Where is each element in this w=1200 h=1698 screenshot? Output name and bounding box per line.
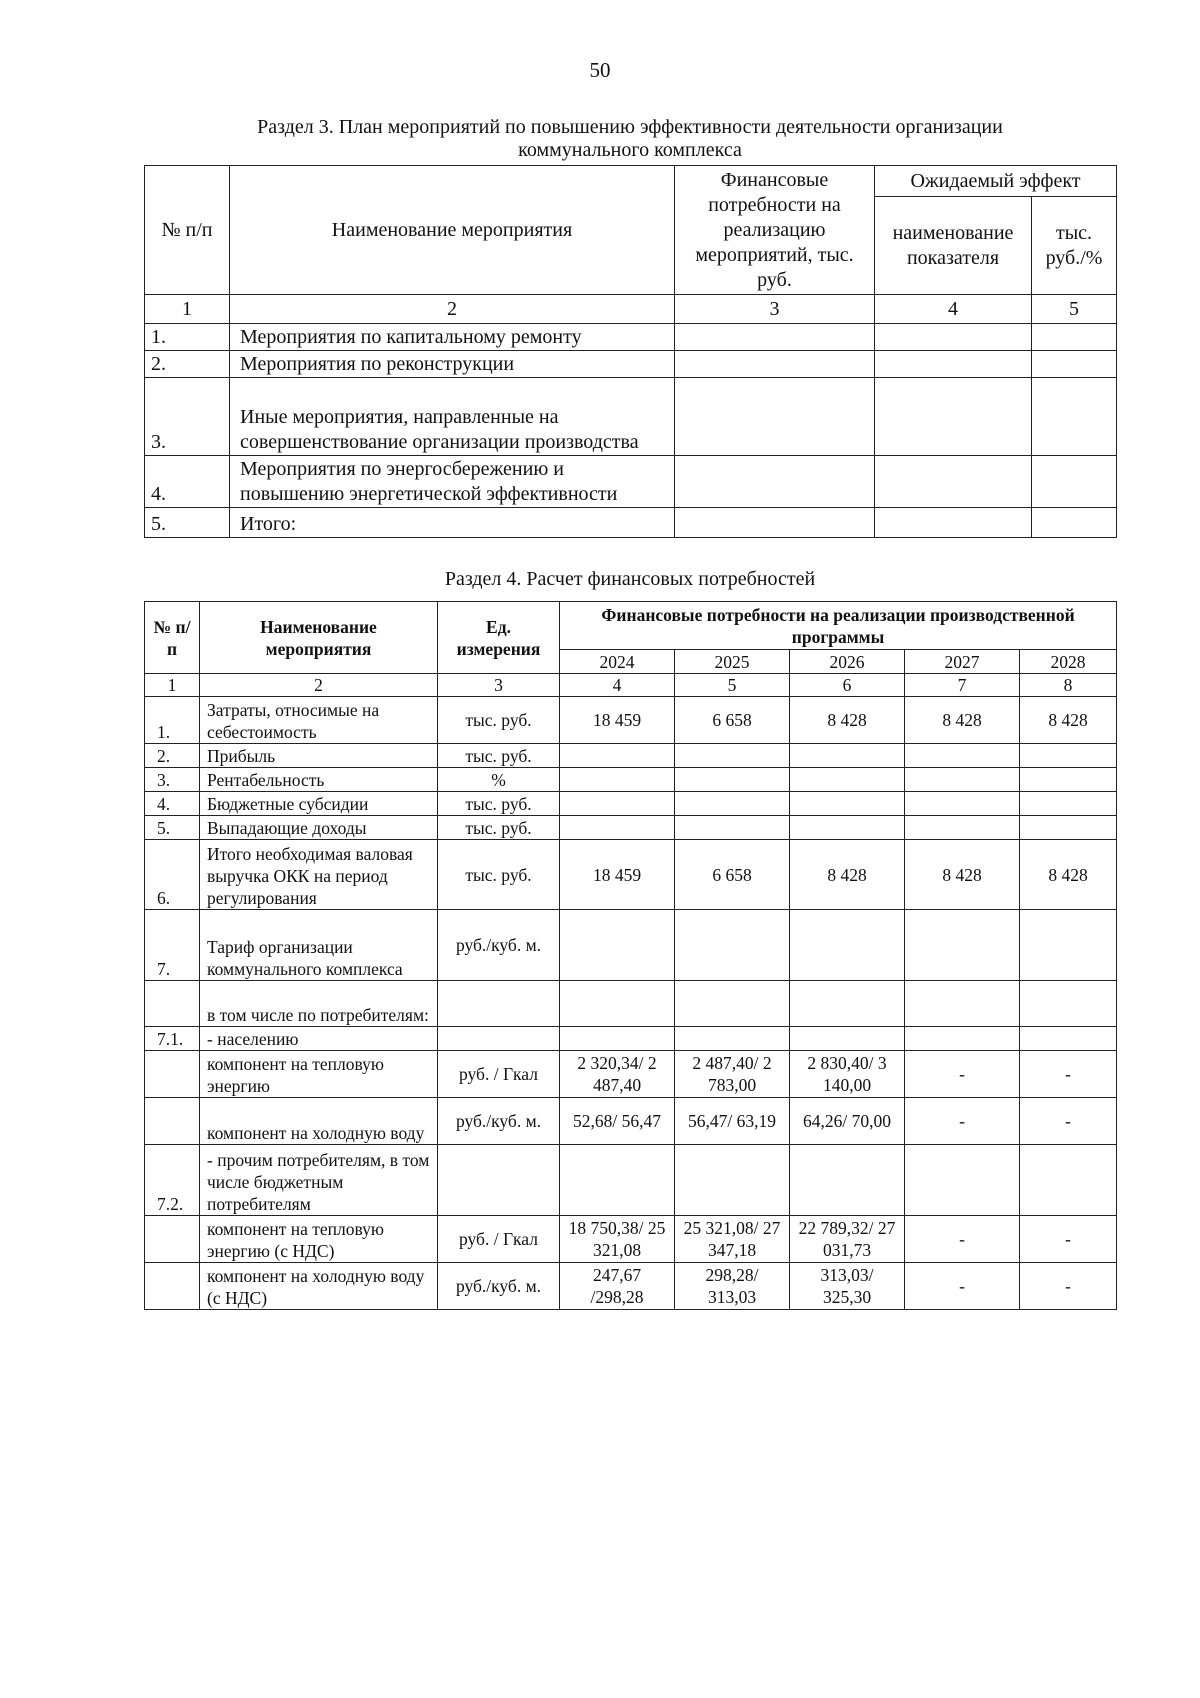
s4-row-name: в том числе по потребителям: — [200, 981, 438, 1027]
s4-row-value — [675, 981, 790, 1027]
s4-row-value — [675, 1145, 790, 1216]
s4-row-unit: руб./куб. м. — [438, 1098, 560, 1145]
s4-header-finance: Финансовые потребности на реализации производственной программы — [560, 602, 1117, 650]
s4-row-value — [560, 910, 675, 981]
section3-table — [144, 165, 1117, 538]
s4-row-no — [145, 1098, 200, 1145]
s3-header-value: тыс. руб./% — [1032, 197, 1117, 295]
s3-row-name: Иные мероприятия, направленные на совершенствование организации производства — [230, 378, 675, 456]
s4-row-value — [1020, 816, 1117, 840]
s3-cell — [875, 351, 1032, 378]
s4-row-value: 18 750,38/ 25 321,08 — [560, 1216, 675, 1263]
s3-row-no: 3. — [145, 378, 230, 456]
s3-cell — [1032, 351, 1117, 378]
s4-row-value: 8 428 — [790, 840, 905, 910]
s3-header-finance: Финансовые потребности на реализацию мероприятий, тыс. руб. — [675, 166, 875, 295]
s3-row — [145, 508, 1117, 538]
s3-row-name: Мероприятия по реконструкции — [230, 351, 675, 378]
s4-row-no — [145, 981, 200, 1027]
s4-row-value — [905, 816, 1020, 840]
s4-row-value: 8 428 — [1020, 840, 1117, 910]
table-row — [145, 816, 1117, 840]
s4-row-unit: руб./куб. м. — [438, 910, 560, 981]
s4-row-value — [790, 1145, 905, 1216]
s4-row-unit — [438, 1027, 560, 1051]
s4-col-number: 3 — [438, 674, 560, 697]
s3-row — [145, 378, 1117, 456]
s4-row-value: 247,67 /298,28 — [560, 1263, 675, 1310]
s4-row-value: 22 789,32/ 27 031,73 — [790, 1216, 905, 1263]
s4-row-value — [905, 792, 1020, 816]
s3-cell — [675, 378, 875, 456]
s3-cell — [875, 456, 1032, 508]
s4-row-value — [675, 1027, 790, 1051]
s4-row-value: 56,47/ 63,19 — [675, 1098, 790, 1145]
s4-row-no: 7. — [145, 910, 200, 981]
s4-header-unit: Ед. измерения — [438, 602, 560, 674]
s4-row-no: 3. — [145, 768, 200, 792]
s4-row-no: 4. — [145, 792, 200, 816]
s3-col-number: 2 — [230, 295, 675, 324]
s3-col-number: 4 — [875, 295, 1032, 324]
s3-row — [145, 351, 1117, 378]
s4-row-value — [675, 910, 790, 981]
s4-row-value — [1020, 1027, 1117, 1051]
s3-row — [145, 324, 1117, 351]
s4-row-value: - — [1020, 1263, 1117, 1310]
s4-row-value: - — [905, 1263, 1020, 1310]
s4-row-value: 25 321,08/ 27 347,18 — [675, 1216, 790, 1263]
s4-row-value — [675, 768, 790, 792]
s4-row-value: - — [1020, 1051, 1117, 1098]
s4-row-value — [1020, 768, 1117, 792]
s4-row-value — [560, 768, 675, 792]
s4-row-name: компонент на холодную воду — [200, 1098, 438, 1145]
s4-row-value — [790, 768, 905, 792]
s4-row-no: 6. — [145, 840, 200, 910]
s4-row-unit: руб./куб. м. — [438, 1263, 560, 1310]
s3-header-effect: Ожидаемый эффект — [875, 166, 1117, 197]
s4-header-year: 2027 — [905, 650, 1020, 674]
s3-row-no: 4. — [145, 456, 230, 508]
s4-row-name: Бюджетные субсидии — [200, 792, 438, 816]
table-row — [145, 697, 1117, 744]
s4-row-value: 313,03/ 325,30 — [790, 1263, 905, 1310]
s4-row-value — [560, 1145, 675, 1216]
s4-row-value — [790, 816, 905, 840]
s4-row-unit — [438, 981, 560, 1027]
s3-cell — [675, 456, 875, 508]
s4-col-number: 1 — [145, 674, 200, 697]
s4-row-value: 8 428 — [905, 697, 1020, 744]
s4-row-no: 5. — [145, 816, 200, 840]
s4-row-value — [560, 816, 675, 840]
s4-col-number: 6 — [790, 674, 905, 697]
s4-row-unit: тыс. руб. — [438, 816, 560, 840]
s4-row-value: 8 428 — [1020, 697, 1117, 744]
s4-row-name: компонент на тепловую энергию — [200, 1051, 438, 1098]
s3-cell — [1032, 378, 1117, 456]
s4-header-year: 2024 — [560, 650, 675, 674]
s3-row-no: 1. — [145, 324, 230, 351]
s4-row-value: 18 459 — [560, 697, 675, 744]
table-row — [145, 792, 1117, 816]
s4-row-value: 2 830,40/ 3 140,00 — [790, 1051, 905, 1098]
s4-row-value: 298,28/ 313,03 — [675, 1263, 790, 1310]
s4-row-value: 6 658 — [675, 840, 790, 910]
section4-title: Раздел 4. Расчет финансовых потребностей — [444, 568, 816, 590]
s4-row-value — [790, 792, 905, 816]
s4-row-value — [675, 744, 790, 768]
s4-row-value — [675, 792, 790, 816]
s4-row-name: Итого необходимая валовая выручка ОКК на период регулирования — [200, 840, 438, 910]
s4-row-value: - — [1020, 1216, 1117, 1263]
s4-row-value: 8 428 — [790, 697, 905, 744]
s3-cell — [875, 378, 1032, 456]
table-row — [145, 840, 1117, 910]
s4-row-value — [905, 1145, 1020, 1216]
s4-row-name: Рентабельность — [200, 768, 438, 792]
s4-row-value — [790, 744, 905, 768]
table-row — [145, 1216, 1117, 1263]
s4-row-value — [905, 744, 1020, 768]
s4-row-value — [1020, 792, 1117, 816]
s4-row-value: - — [905, 1216, 1020, 1263]
table-row — [145, 981, 1117, 1027]
section4-table — [144, 601, 1117, 1310]
s4-row-unit: руб. / Гкал — [438, 1216, 560, 1263]
s4-row-value: 2 320,34/ 2 487,40 — [560, 1051, 675, 1098]
s4-row-value — [560, 792, 675, 816]
table-row — [145, 1098, 1117, 1145]
table-row — [145, 744, 1117, 768]
s4-row-name: Прибыль — [200, 744, 438, 768]
s3-col-number: 5 — [1032, 295, 1117, 324]
s4-row-value — [560, 981, 675, 1027]
s4-row-value: 6 658 — [675, 697, 790, 744]
s3-header-no: № п/п — [145, 166, 230, 295]
s3-cell — [675, 351, 875, 378]
s3-col-number: 1 — [145, 295, 230, 324]
s4-row-value — [790, 981, 905, 1027]
s4-row-no — [145, 1263, 200, 1310]
s3-header-name: Наименование мероприятия — [230, 166, 675, 295]
s3-cell — [875, 508, 1032, 538]
s3-row-name: Мероприятия по энергосбережению и повышению энергетической эффективности — [230, 456, 675, 508]
s4-row-value — [1020, 744, 1117, 768]
s3-row-no: 2. — [145, 351, 230, 378]
section3-title — [145, 116, 1115, 162]
s4-row-value — [1020, 910, 1117, 981]
s3-col-numbers-row — [145, 295, 1117, 324]
table-row — [145, 1027, 1117, 1051]
table-row — [145, 768, 1117, 792]
s4-row-value — [905, 981, 1020, 1027]
s3-row-name: Итого: — [230, 508, 675, 538]
s4-row-unit: тыс. руб. — [438, 744, 560, 768]
s4-row-name: компонент на тепловую энергию (с НДС) — [200, 1216, 438, 1263]
s3-cell — [875, 324, 1032, 351]
s4-row-value — [560, 1027, 675, 1051]
s4-row-value — [1020, 981, 1117, 1027]
section3-title-line1: Раздел 3. План мероприятий по повышению эффективности деятельности организации — [257, 116, 1003, 138]
s4-row-value: 2 487,40/ 2 783,00 — [675, 1051, 790, 1098]
s4-header-year: 2026 — [790, 650, 905, 674]
s4-row-no: 1. — [145, 697, 200, 744]
table-row — [145, 1051, 1117, 1098]
s4-row-no — [145, 1051, 200, 1098]
s4-header-name: Наименование мероприятия — [200, 602, 438, 674]
s4-header-year: 2025 — [675, 650, 790, 674]
s4-col-numbers-row — [145, 674, 1117, 697]
s4-col-number: 5 — [675, 674, 790, 697]
s4-row-value: 8 428 — [905, 840, 1020, 910]
s3-header-indicator: наименование показателя — [875, 197, 1032, 295]
s4-row-unit: % — [438, 768, 560, 792]
s4-row-value: 52,68/ 56,47 — [560, 1098, 675, 1145]
s4-row-name: - прочим потребителям, в том числе бюджетным потребителям — [200, 1145, 438, 1216]
s3-cell — [1032, 456, 1117, 508]
s3-cell — [1032, 508, 1117, 538]
s4-row-value — [790, 910, 905, 981]
section3-title-line2: коммунального комплекса — [518, 139, 742, 161]
s4-row-name: Выпадающие доходы — [200, 816, 438, 840]
s3-row-name: Мероприятия по капитальному ремонту — [230, 324, 675, 351]
s4-row-value: 64,26/ 70,00 — [790, 1098, 905, 1145]
s4-col-number: 4 — [560, 674, 675, 697]
s4-header-no: № п/п — [145, 602, 200, 674]
s4-header-year: 2028 — [1020, 650, 1117, 674]
s4-row-name: компонент на холодную воду (с НДС) — [200, 1263, 438, 1310]
s4-row-name: Тариф организации коммунального комплекса — [200, 910, 438, 981]
s4-row-value — [790, 1027, 905, 1051]
s4-row-unit: тыс. руб. — [438, 697, 560, 744]
s4-row-unit: тыс. руб. — [438, 792, 560, 816]
s4-row-unit: руб. / Гкал — [438, 1051, 560, 1098]
s4-row-no: 7.1. — [145, 1027, 200, 1051]
s4-col-number: 2 — [200, 674, 438, 697]
s4-row-value — [675, 816, 790, 840]
page-number: 50 — [589, 58, 611, 82]
s4-row-value: 18 459 — [560, 840, 675, 910]
s4-row-no: 7.2. — [145, 1145, 200, 1216]
s4-row-name: Затраты, относимые на себестоимость — [200, 697, 438, 744]
s3-cell — [1032, 324, 1117, 351]
s4-row-unit: тыс. руб. — [438, 840, 560, 910]
s4-row-value — [560, 744, 675, 768]
s4-row-no — [145, 1216, 200, 1263]
s3-row-no: 5. — [145, 508, 230, 538]
table-row — [145, 910, 1117, 981]
s4-row-value — [1020, 1145, 1117, 1216]
s3-cell — [675, 508, 875, 538]
table-row — [145, 1145, 1117, 1216]
s4-row-value: - — [905, 1098, 1020, 1145]
s4-col-number: 7 — [905, 674, 1020, 697]
s4-row-value: - — [1020, 1098, 1117, 1145]
s4-row-value — [905, 768, 1020, 792]
s4-col-number: 8 — [1020, 674, 1117, 697]
s4-row-value — [905, 910, 1020, 981]
s3-col-number: 3 — [675, 295, 875, 324]
s4-row-unit — [438, 1145, 560, 1216]
s3-cell — [675, 324, 875, 351]
s4-row-name: - населению — [200, 1027, 438, 1051]
s3-row — [145, 456, 1117, 508]
s4-row-no: 2. — [145, 744, 200, 768]
s4-row-value: - — [905, 1051, 1020, 1098]
s4-row-value — [905, 1027, 1020, 1051]
table-row — [145, 1263, 1117, 1310]
